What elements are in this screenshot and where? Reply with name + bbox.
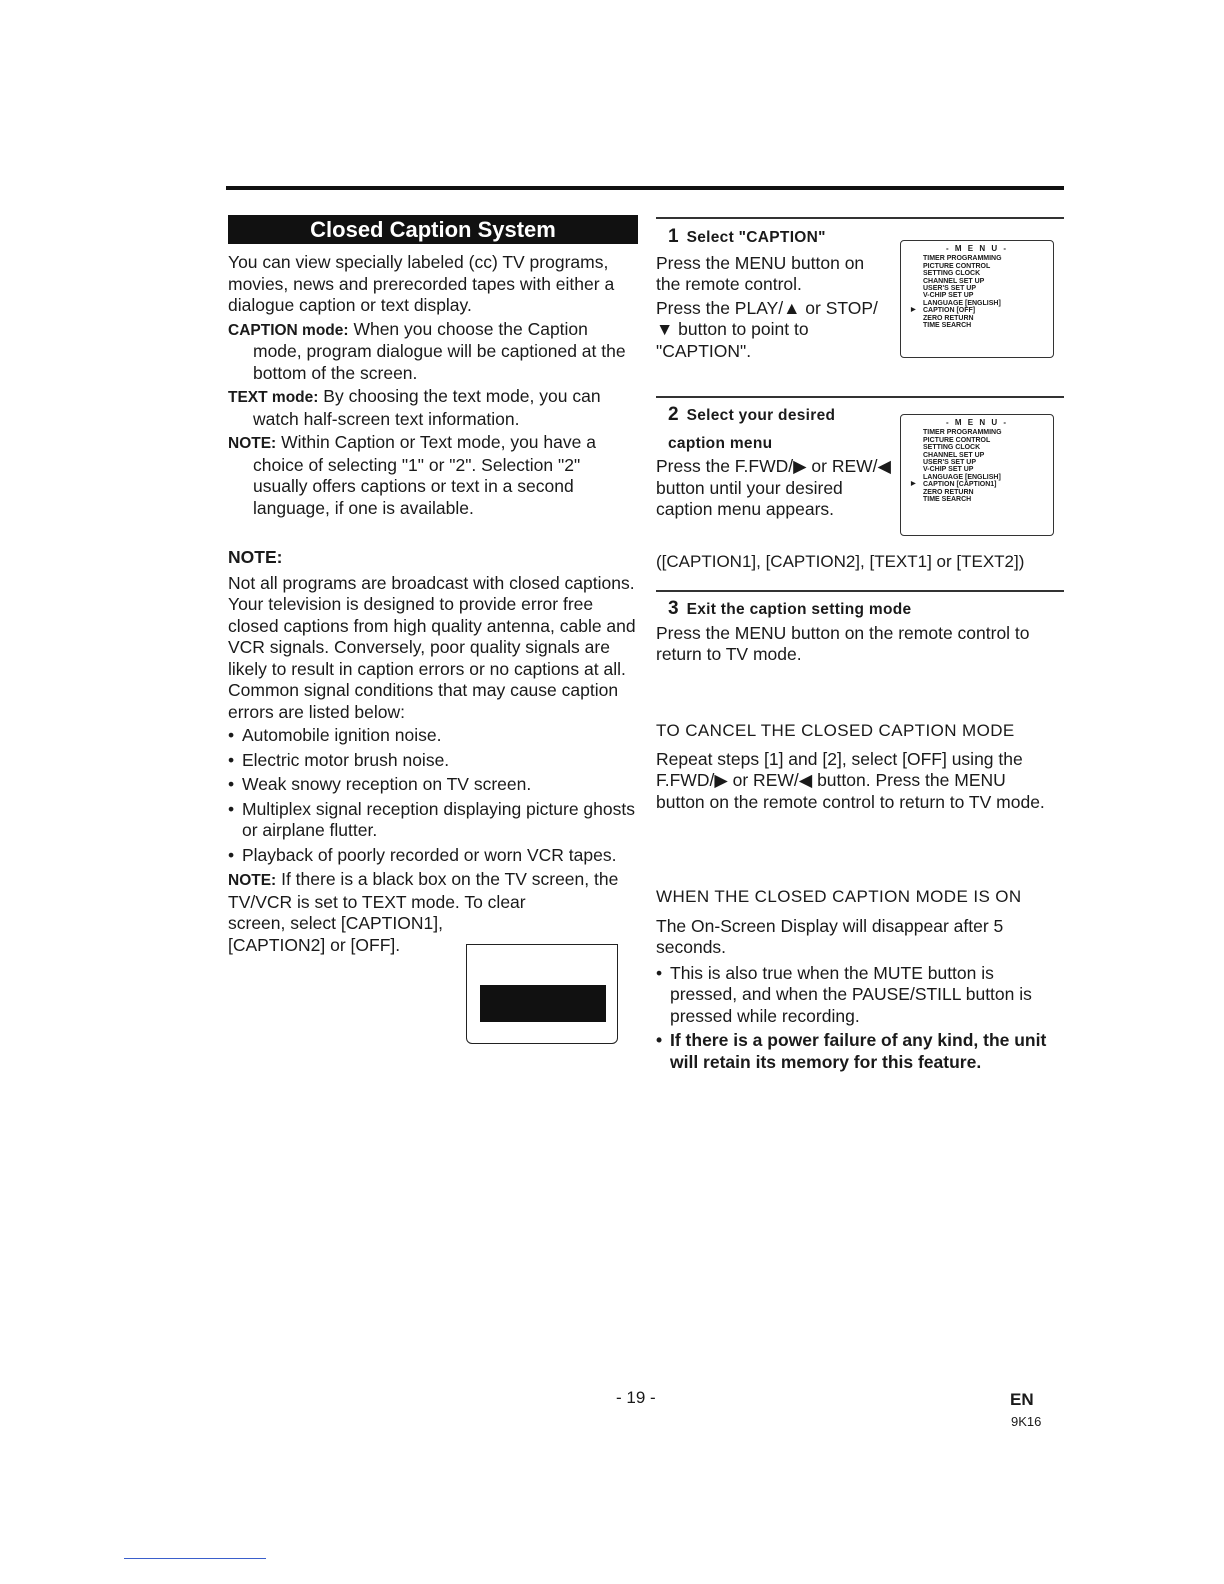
step3-number: 3 (668, 598, 679, 619)
menu2-item-selected: ▶ CAPTION [CAPTION1] (923, 481, 1047, 488)
model-code: 9K16 (1011, 1414, 1042, 1429)
menu2-item: PICTURE CONTROL (923, 436, 991, 444)
step1-heading (668, 226, 886, 249)
list-item: • Multiplex signal reception displaying picture ghosts or airplane flutter. (228, 799, 638, 842)
note2-paragraph (228, 869, 638, 913)
note-heading: NOTE: (228, 547, 283, 567)
menu2-item: CHANNEL SET UP (923, 451, 985, 459)
menu2-item: V-CHIP SET UP (923, 466, 974, 474)
menu1-item: USER'S SET UP (923, 285, 977, 293)
step1-number: 1 (668, 226, 679, 247)
text-mode-text: By choosing the text mode, you can watch half-screen text information. (253, 386, 601, 429)
menu1-item: PICTURE CONTROL (923, 262, 991, 270)
menu-screen-2 (900, 414, 1054, 536)
list-item: • Playback of poorly recorded or worn VCR tapes. (228, 845, 638, 867)
note2-text-b: screen, select [CAPTION1], [CAPTION2] or [OFF]. (228, 913, 443, 955)
step2-body: Press the F.FWD/▶ or REW/◀ button until your desired caption menu appears. (656, 456, 891, 519)
menu1-item: CHANNEL SET UP (923, 277, 985, 285)
step1-title: Select "CAPTION" (686, 229, 826, 246)
black-text-box (480, 985, 606, 1022)
menu2-item: LANGUAGE [ENGLISH] (923, 473, 1001, 481)
note2-text-a: If there is a black box on the TV screen, the TV/VCR is set to TEXT mode. To clear (228, 869, 619, 912)
list-item: • Automobile ignition noise. (228, 725, 638, 747)
caption-mode-term: CAPTION mode: (228, 321, 349, 339)
menu2-title: - M E N U - (946, 418, 1008, 427)
list-item: • Electric motor brush noise. (228, 750, 638, 772)
list-item: • This is also true when the MUTE button is pressed, and when the PAUSE/STILL button is pressed while recording. (656, 963, 1056, 1028)
menu1-item: V-CHIP SET UP (923, 292, 974, 300)
menu1-item: TIME SEARCH (923, 322, 972, 330)
on-list (656, 963, 1056, 1074)
cancel-heading: TO CANCEL THE CLOSED CAPTION MODE (656, 721, 1015, 740)
step2 (656, 404, 896, 521)
menu2-item: SETTING CLOCK (923, 444, 981, 452)
step3-body: Press the MENU button on the remote control to return to TV mode. (656, 622, 1030, 664)
note2-term: NOTE: (228, 872, 277, 889)
caption-mode-text: When you choose the Caption mode, program dialogue will be captioned at the bottom of the screen. (253, 318, 626, 383)
step2-title-a: Select your desired (686, 407, 836, 424)
note-body: Not all programs are broadcast with closed captions. Your television is designed to provide error free closed captions from high quality antenna, cable and VCR signals. Conversely, poor quality signals are likely to result in caption errors or no captions at all. Common signal conditions that may cause caption errors are listed below: (228, 572, 636, 722)
tv-screen-illustration (466, 944, 618, 1044)
menu2-item: TIMER PROGRAMMING (923, 429, 1002, 437)
menu1-item: ZERO RETURN (923, 314, 974, 322)
menu1-title: - M E N U - (946, 244, 1008, 253)
cancel-body: Repeat steps [1] and [2], select [OFF] using the F.FWD/▶ or REW/◀ button. Press the MENU button on the remote control to return to TV mode. (656, 748, 1045, 812)
note1-text: Within Caption or Text mode, you have a choice of selecting "1" or "2". Selection "2" usually offers captions or text in a second language, if one is available. (253, 432, 596, 518)
left-column (228, 252, 638, 956)
menu2-item: ZERO RETURN (923, 488, 974, 496)
step1 (656, 226, 886, 362)
step2-heading (668, 404, 896, 427)
step1-line1: Press the MENU button on the remote control. (656, 252, 865, 294)
text-mode-term: TEXT mode: (228, 389, 319, 406)
step2-number: 2 (668, 404, 679, 425)
step3-rule (656, 590, 1064, 592)
step2-options: ([CAPTION1], [CAPTION2], [TEXT1] or [TEXT2]) (656, 552, 1025, 571)
menu2-item: USER'S SET UP (923, 459, 977, 467)
caption-mode-paragraph (228, 319, 638, 385)
bottom-rule (124, 1558, 266, 1559)
step2-title-b: caption menu (668, 434, 773, 452)
menu1-item-selected: ▶ CAPTION [OFF] (923, 307, 1047, 314)
on-heading: WHEN THE CLOSED CAPTION MODE IS ON (656, 887, 1022, 906)
text-mode-paragraph (228, 386, 638, 430)
page-number: - 19 - (616, 1388, 656, 1407)
step1-line2: Press the PLAY/▲ or STOP/▼ button to point to "CAPTION". (656, 297, 878, 361)
step2-rule (656, 396, 1064, 398)
intro-paragraph: You can view specially labeled (cc) TV programs, movies, news and prerecorded tapes with either a dialogue caption or text display. (228, 252, 615, 315)
cancel-section (656, 720, 1056, 813)
step3-heading (668, 598, 1056, 621)
list-item: • If there is a power failure of any kind, the unit will retain its memory for this feature. (656, 1030, 1056, 1073)
step1-rule (656, 217, 1064, 219)
on-body: The On-Screen Display will disappear after 5 seconds. (656, 915, 1004, 957)
menu1-item: TIMER PROGRAMMING (923, 255, 1002, 263)
note1-paragraph (228, 432, 638, 519)
section-title: Closed Caption System (228, 215, 638, 244)
top-rule (226, 186, 1064, 190)
menu-screen-1 (900, 240, 1054, 358)
menu1-item: LANGUAGE [ENGLISH] (923, 299, 1001, 307)
on-section (656, 886, 1056, 1076)
step3 (656, 598, 1056, 666)
menu2-item: TIME SEARCH (923, 496, 972, 504)
note1-term: NOTE: (228, 435, 277, 452)
list-item: • Weak snowy reception on TV screen. (228, 774, 638, 796)
language-code: EN (1010, 1390, 1034, 1409)
step3-title: Exit the caption setting mode (686, 601, 912, 618)
caption-error-list (228, 725, 638, 866)
menu1-item: SETTING CLOCK (923, 270, 981, 278)
